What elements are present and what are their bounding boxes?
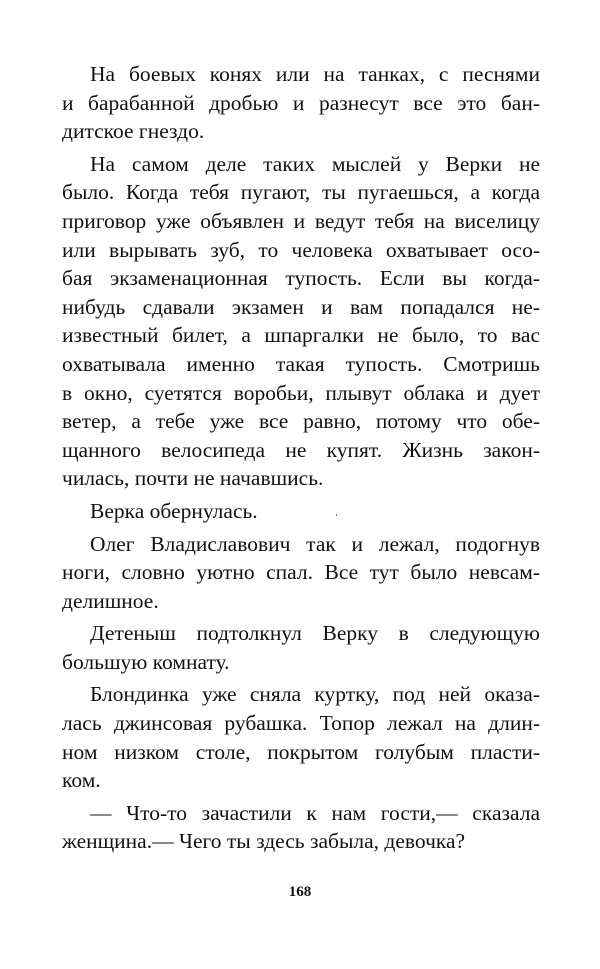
- paragraph-4: [62, 530, 540, 616]
- text-line: ноги, словно уютно спал. Все тут было невсам-: [62, 560, 540, 585]
- text-line: или вырывать зуб, то человека охватывает осо-: [62, 237, 540, 262]
- text-line: На боевых конях или на танках, с песнями: [90, 62, 540, 86]
- paragraph-5: [62, 619, 540, 676]
- text-line: женщина.— Чего ты здесь забыла, девочка?: [62, 829, 466, 854]
- text-line: бая экзаменационная тупость. Если вы когда-: [62, 266, 540, 291]
- paragraph-1: [62, 60, 540, 146]
- text-line: ном низком столе, покрытом голубым пласти-: [62, 739, 540, 764]
- text-line: На самом деле таких мыслей у Верки не: [90, 151, 540, 176]
- text-line: охватывала именно такая тупость. Смотришь: [62, 351, 540, 376]
- text-line: в окно, суетятся воробьи, плывут облака и дует: [62, 380, 540, 405]
- text-line: Олег Владиславович так и лежал, подогнув: [90, 531, 540, 556]
- text-line: большую комнату.: [62, 649, 230, 674]
- text-line: Блондинка уже сняла куртку, под ней оказа-: [90, 682, 540, 707]
- text-line: лась джинсовая рубашка. Топор лежал на длин-: [62, 711, 540, 736]
- text-line: известный билет, а шпаргалки не было, то вас: [62, 323, 540, 348]
- book-page-text: [62, 60, 540, 860]
- text-line: и барабанной дробью и разнесут все это бан-: [62, 90, 540, 115]
- text-line: приговор уже объявлен и ведут тебя на виселицу: [62, 208, 540, 233]
- paragraph-3: [62, 497, 540, 526]
- text-line: ком.: [62, 768, 101, 793]
- text-line: делишное.: [62, 588, 159, 613]
- text-line: — Что-то зачастили к нам гости,— сказала: [90, 800, 540, 825]
- text-line: чилась, почти не начавшись.: [62, 466, 324, 491]
- text-line: ветер, а тебе уже все равно, потому что обе-: [62, 409, 540, 434]
- text-line: дитское гнездо.: [62, 119, 205, 144]
- paragraph-7: [62, 799, 540, 856]
- text-line: Верка обернулась.: [90, 498, 258, 523]
- text-line: нибудь сдавали экзамен и вам попадался не-: [62, 294, 540, 319]
- text-line: Детеныш подтолкнул Верку в следующую: [90, 621, 540, 646]
- paragraph-2: [62, 150, 540, 493]
- page-number: 168: [288, 884, 312, 900]
- text-line: было. Когда тебя пугают, ты пугаешься, а когда: [62, 180, 540, 205]
- paragraph-6: [62, 680, 540, 794]
- text-line: щанного велосипеда не купят. Жизнь закон-: [62, 437, 540, 462]
- scan-artifact-dot: [336, 514, 337, 516]
